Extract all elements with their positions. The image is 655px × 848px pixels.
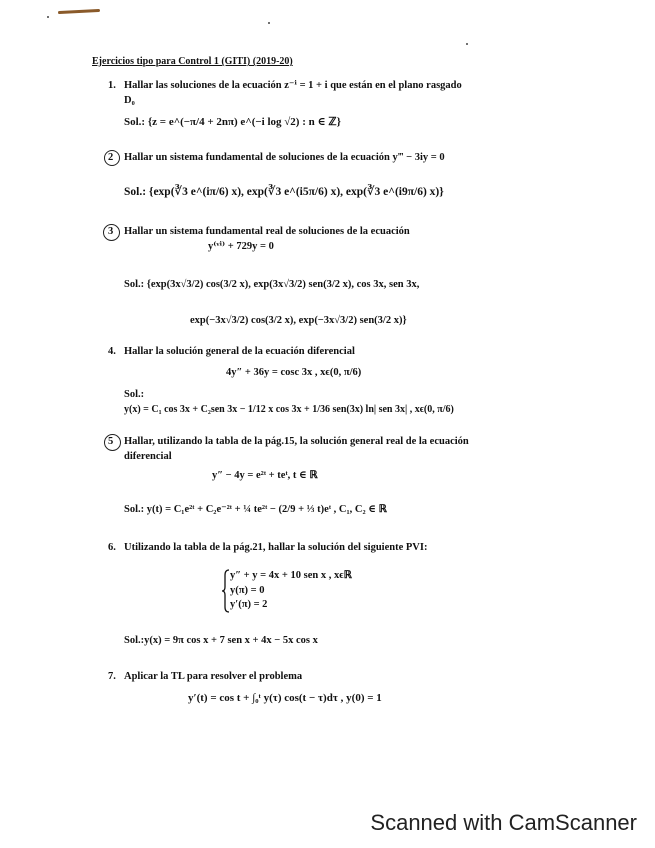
- exercise-4-statement: 4. Hallar la solución general de la ecuación diferencial: [108, 346, 355, 357]
- scanner-watermark: Scanned with CamScanner: [370, 810, 637, 835]
- exercise-2-statement: 2 Hallar un sistema fundamental de soluciones de la ecuación y‴ − 3iy = 0: [108, 152, 445, 163]
- exercise-7-statement: 7. Aplicar la TL para resolver el problema: [108, 671, 303, 682]
- exercise-5-equation: y″ − 4y = e²ᵗ + teᵗ, t ∈ ℝ: [212, 470, 318, 481]
- scan-dot: [268, 22, 270, 24]
- exercise-4-solution: y(x) = C₁ cos 3x + C₂sen 3x − 1/12 x cos 3x + 1/36 sen(3x) ln| sen 3x| , xϵ(0, π/6): [124, 404, 454, 415]
- system-line-3: y′(π) = 2: [230, 599, 268, 610]
- exercise-4-equation: 4y″ + 36y = cosc 3x , xϵ(0, π/6): [226, 367, 362, 378]
- exercise-3-equation: y⁽ᵛⁱ⁾ + 729y = 0: [208, 241, 274, 252]
- scan-dot: [47, 16, 49, 18]
- exercise-2-solution: Sol.: {exp(∛3 e^(iπ/6) x), exp(∛3 e^(i5π/6) x), exp(∛3 e^(i9π/6) x)}: [124, 186, 444, 198]
- exercise-1-solution: Sol.: {z = e^(−π/4 + 2nπ) e^(−i log √2) : n ∈ ℤ}: [124, 116, 341, 128]
- exercise-4-solution-label: Sol.:: [124, 389, 145, 400]
- system-line-1: y″ + y = 4x + 10 sen x , xϵℝ: [230, 570, 352, 581]
- scan-dot: [466, 43, 468, 45]
- exercise-5-statement-cont: diferencial: [124, 451, 172, 462]
- exercise-6-statement: 6. Utilizando la tabla de la pág.21, hallar la solución del siguiente PVI:: [108, 542, 428, 553]
- exercise-6-solution: Sol.:y(x) = 9π cos x + 7 sen x + 4x − 5x cos x: [124, 635, 318, 646]
- exercise-3-solution-cont: exp(−3x√3/2) cos(3/2 x), exp(−3x√3/2) sen(3/2 x)}: [190, 315, 407, 326]
- exercise-3-statement: 3 Hallar un sistema fundamental real de soluciones de la ecuación: [108, 226, 410, 237]
- scan-mark: [58, 9, 100, 14]
- exercise-1-statement: 1. Hallar las soluciones de la ecuación z⁻ⁱ = 1 + i que están en el plano rasgado: [108, 80, 462, 91]
- exercise-5-solution: Sol.: y(t) = C₁e²ᵗ + C₂e⁻²ᵗ + ¼ te²ᵗ − (2/9 + ⅓ t)eᵗ , C₁, C₂ ∈ ℝ: [124, 504, 387, 515]
- system-line-2: y(π) = 0: [230, 585, 265, 596]
- exercise-7-equation: y′(t) = cos t + ∫₀ᵗ y(τ) cos(t − τ)dτ , y(0) = 1: [188, 692, 382, 704]
- document-heading: Ejercicios tipo para Control 1 (GITI) (2019-20): [92, 56, 293, 67]
- exercise-3-solution: Sol.: {exp(3x√3/2) cos(3/2 x), exp(3x√3/2) sen(3/2 x), cos 3x, sen 3x,: [124, 279, 420, 290]
- exercise-5-statement: 5 Hallar, utilizando la tabla de la pág.15, la solución general real de la ecuación: [108, 436, 469, 447]
- brace-icon: [222, 569, 230, 613]
- exercise-1-domain: D₀: [124, 95, 135, 106]
